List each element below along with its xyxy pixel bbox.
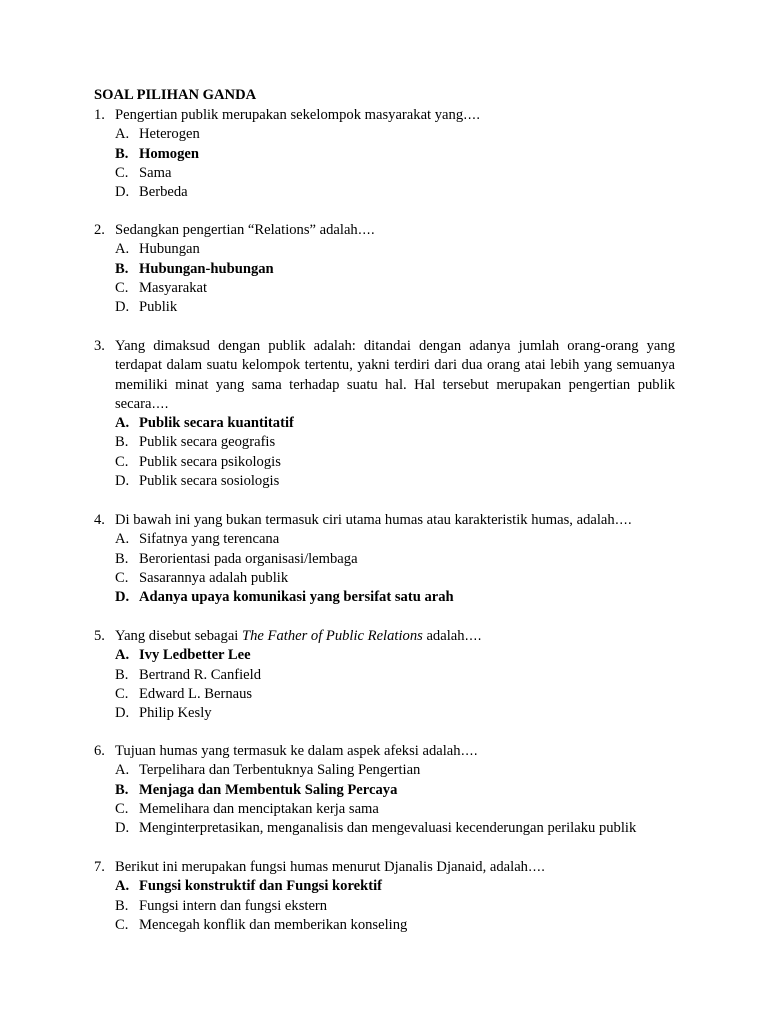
- option-d: D. Berbeda: [115, 184, 188, 201]
- option-d: D. Publik secara sosiologis: [115, 473, 280, 490]
- option-list: [94, 414, 675, 491]
- option-b: B. Fungsi intern dan fungsi ekstern: [115, 897, 328, 914]
- question-text: Di bawah ini yang bukan termasuk ciri utama humas atau karakteristik humas, adalah….: [115, 512, 632, 528]
- option-a: A. Heterogen: [115, 126, 200, 143]
- option-c: C. Memelihara dan menciptakan kerja sama: [115, 800, 379, 817]
- question-number: 5.: [94, 628, 105, 644]
- question-stem: [94, 337, 675, 414]
- option-a-correct: A. Publik secara kuantitatif: [115, 415, 294, 432]
- question-number: 3.: [94, 338, 105, 354]
- question-stem: [94, 511, 675, 530]
- option-d-correct: D. Adanya upaya komunikasi yang bersifat satu arah: [115, 589, 454, 606]
- question-number: 2.: [94, 222, 105, 238]
- question-stem: [94, 858, 675, 877]
- option-a: A. Hubungan: [115, 241, 200, 258]
- option-list: [94, 761, 675, 838]
- option-b-correct: B. Homogen: [115, 145, 199, 162]
- option-list: [94, 125, 675, 202]
- question-number: 4.: [94, 512, 105, 528]
- option-c: C. Masyarakat: [115, 279, 208, 296]
- option-list: [94, 877, 675, 935]
- option-d: D. Publik: [115, 299, 178, 316]
- question-text: Berikut ini merupakan fungsi humas menurut Djanalis Djanaid, adalah….: [115, 859, 546, 875]
- option-a-correct: A. Ivy Ledbetter Lee: [115, 647, 251, 664]
- option-b-correct: B. Menjaga dan Membentuk Saling Percaya: [115, 781, 398, 798]
- question-5: [94, 627, 675, 723]
- option-c: C. Edward L. Bernaus: [115, 685, 253, 702]
- option-list: [94, 240, 675, 317]
- option-a: A. Terpelihara dan Terbentuknya Saling Pengertian: [115, 762, 421, 779]
- question-stem: [94, 106, 675, 125]
- option-list: [94, 530, 675, 607]
- page-title: SOAL PILIHAN GANDA: [94, 87, 257, 103]
- question-number: 7.: [94, 859, 105, 875]
- option-a-correct: A. Fungsi konstruktif dan Fungsi korektif: [115, 878, 383, 895]
- question-stem: [94, 742, 675, 761]
- option-c: C. Sama: [115, 164, 172, 181]
- option-b-correct: B. Hubungan-hubungan: [115, 260, 274, 277]
- option-list: [94, 646, 675, 723]
- question-6: [94, 742, 675, 838]
- option-b: B. Bertrand R. Canfield: [115, 666, 261, 683]
- question-2: [94, 221, 675, 317]
- question-1: [94, 106, 675, 202]
- option-a: A. Sifatnya yang terencana: [115, 531, 280, 548]
- option-d: D. Menginterpretasikan, menganalisis dan mengevaluasi kecenderungan perilaku publik: [115, 820, 637, 837]
- question-stem: [94, 221, 675, 240]
- question-4: [94, 511, 675, 607]
- question-text: Yang disebut sebagai The Father of Public Relations adalah….: [115, 628, 482, 644]
- question-text: Tujuan humas yang termasuk ke dalam aspek afeksi adalah….: [115, 743, 478, 759]
- option-d: D. Philip Kesly: [115, 705, 212, 722]
- question-stem: [94, 627, 675, 646]
- option-c: C. Mencegah konflik dan memberikan konseling: [115, 916, 408, 933]
- question-number: 6.: [94, 743, 105, 759]
- option-c: C. Sasarannya adalah publik: [115, 569, 289, 586]
- question-7: [94, 858, 675, 935]
- question-text: Pengertian publik merupakan sekelompok masyarakat yang….: [115, 107, 481, 123]
- option-c: C. Publik secara psikologis: [115, 453, 281, 470]
- option-b: B. Berorientasi pada organisasi/lembaga: [115, 550, 358, 567]
- option-b: B. Publik secara geografis: [115, 434, 276, 451]
- question-text: Sedangkan pengertian “Relations” adalah….: [115, 222, 375, 238]
- question-text: Yang dimaksud dengan publik adalah: ditandai dengan adanya jumlah orang-orang yang terdapat dalam suatu kelompok tertentu, yakni terdiri dari dua orang atai lebih yang semuanya memiliki minat yang sama terhadap suatu hal. Hal tersebut merupakan pengertian publik secara….: [115, 338, 675, 412]
- question-3: [94, 337, 675, 491]
- question-number: 1.: [94, 107, 105, 123]
